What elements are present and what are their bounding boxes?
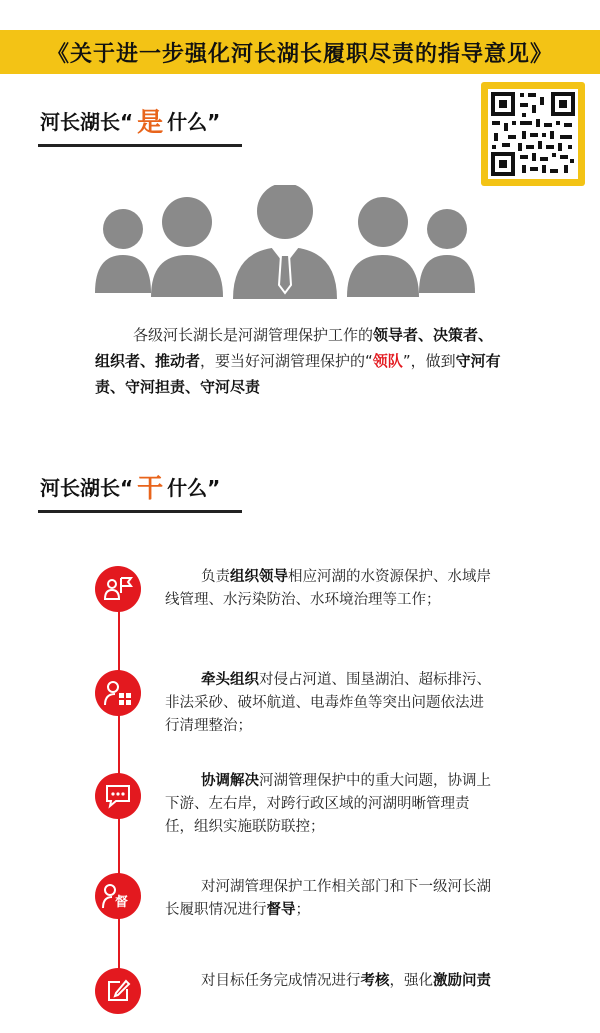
item-text: 对河湖管理保护工作相关部门和下一级河长湖长履职情况进行 bbox=[165, 879, 491, 918]
item-bold: 激励问责 bbox=[433, 973, 491, 989]
chat-bubble-icon bbox=[95, 773, 141, 819]
section1-heading-suffix: 什么” bbox=[167, 110, 221, 134]
para-red: 领队 bbox=[372, 352, 403, 370]
person-grid-icon bbox=[95, 670, 141, 716]
item-text: ，强化 bbox=[389, 973, 433, 989]
item-bold: 考核 bbox=[360, 973, 390, 989]
section1-heading bbox=[40, 102, 220, 139]
svg-text:督: 督 bbox=[115, 895, 129, 910]
flag-person-icon bbox=[95, 566, 141, 612]
list-item bbox=[165, 669, 495, 738]
section2-heading-suffix: 什么” bbox=[167, 476, 221, 500]
para-text-2: ，要当好河湖管理保护的“ bbox=[200, 352, 373, 370]
list-item bbox=[165, 970, 495, 993]
para-text-1: 各级河长湖长是河湖管理保护工作的 bbox=[133, 326, 374, 344]
section1-heading-highlight: 是 bbox=[137, 108, 164, 138]
qr-code-icon bbox=[488, 89, 578, 179]
section2-heading-prefix: 河长湖长“ bbox=[40, 476, 134, 500]
para-bold-1: 领导者、决策者、组织者、推动者 bbox=[95, 326, 494, 370]
item-text: ； bbox=[295, 902, 310, 918]
para-text-3: ”，做到 bbox=[402, 352, 456, 370]
list-item bbox=[165, 770, 495, 839]
supervise-icon bbox=[95, 873, 141, 919]
list-item bbox=[165, 566, 495, 612]
section1-heading-prefix: 河长湖长“ bbox=[40, 110, 134, 134]
section2-heading bbox=[40, 468, 220, 505]
people-illustration-icon bbox=[95, 185, 475, 300]
edit-icon bbox=[95, 968, 141, 1014]
item-bold: 牵头组织 bbox=[201, 672, 259, 688]
list-item bbox=[165, 876, 495, 922]
item-text: 对侵占河道、围垦湖泊、超标排污、非法采砂、破坏航道、电毒炸鱼等突出问题依法进行清理整治； bbox=[165, 672, 491, 734]
para-bold-2: 守河有责、守河担责、守河尽责 bbox=[95, 352, 501, 396]
item-bold: 协调解决 bbox=[201, 773, 259, 789]
section2-heading-underline bbox=[38, 510, 242, 513]
qr-code bbox=[481, 82, 585, 186]
item-text: 相应河湖的水资源保护、水域岸线管理、水污染防治、水环境治理等工作； bbox=[165, 569, 491, 608]
page-title: 《关于进一步强化河长湖长履职尽责的指导意见》 bbox=[46, 41, 553, 67]
section1-paragraph bbox=[95, 322, 505, 400]
item-bold: 督导 bbox=[266, 902, 296, 918]
item-text: 河湖管理保护中的重大问题，协调上下游、左右岸，对跨行政区域的河湖明晰管理责任，组织实施联防联控； bbox=[165, 773, 491, 835]
title-banner bbox=[0, 30, 600, 74]
section1-heading-underline bbox=[38, 144, 242, 147]
item-bold: 组织领导 bbox=[230, 569, 288, 585]
item-text: 负责 bbox=[201, 569, 230, 585]
item-text: 对目标任务完成情况进行 bbox=[201, 973, 361, 989]
section2-heading-highlight: 干 bbox=[137, 474, 164, 504]
